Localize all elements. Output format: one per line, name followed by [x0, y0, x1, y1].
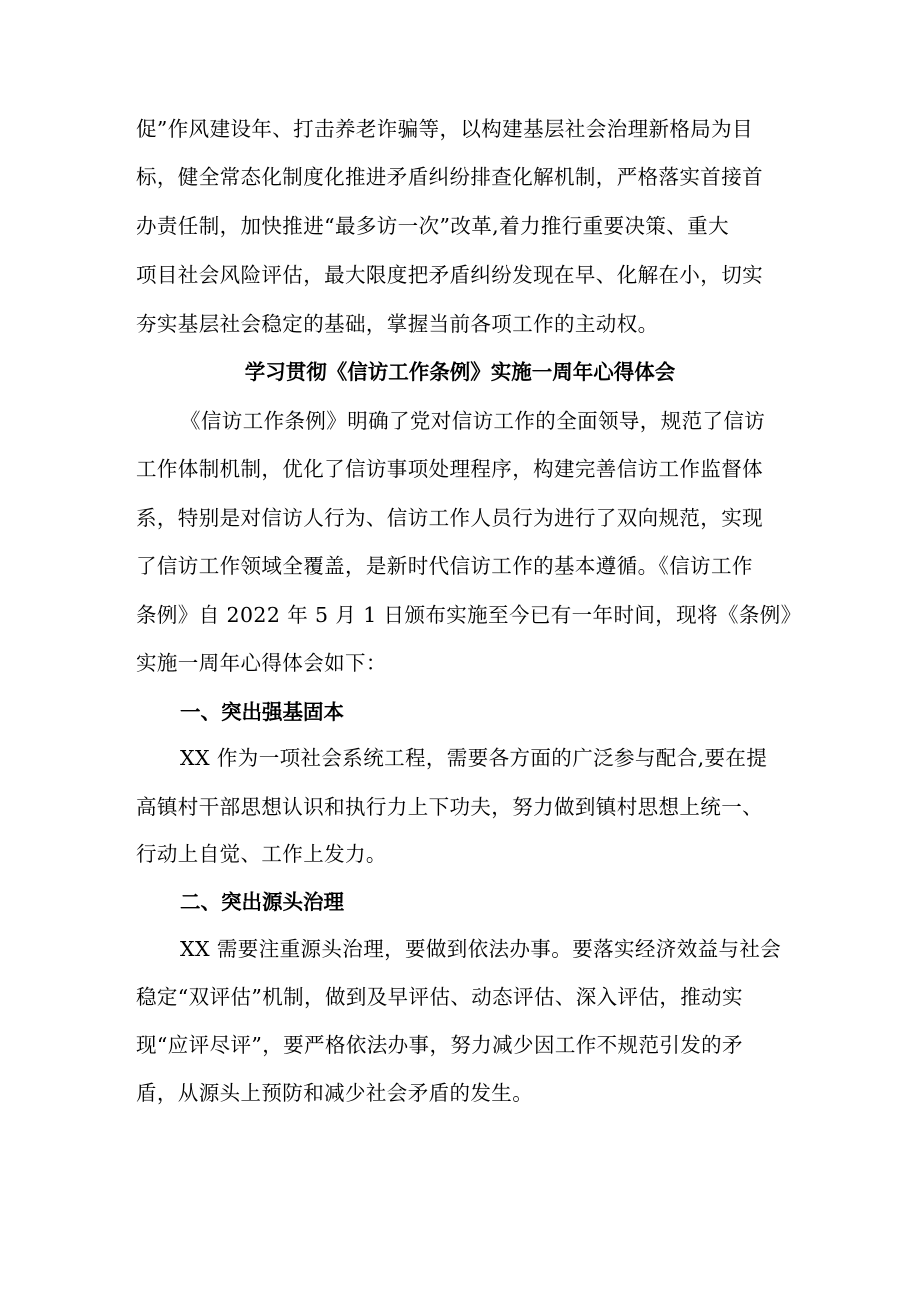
paragraph-line: 盾，从源头上预防和减少社会矛盾的发生。: [136, 1081, 534, 1105]
paragraph-line: 了信访工作领域全覆盖，是新时代信访工作的基本遵循。《信访工作: [136, 554, 753, 578]
paragraph-line: 现“应评尽评”，要严格依法办事，努力减少因工作不规范引发的矛: [136, 1033, 743, 1057]
paragraph-line: XX 作为一项社会系统工程，需要各方面的广泛参与配合,要在提: [180, 746, 768, 770]
paragraph-line: 项目社会风险评估，最大限度把矛盾纠纷发现在早、化解在小，切实: [136, 263, 763, 287]
paragraph-line: 稳定“双评估”机制，做到及早评估、动态评估、深入评估，推动实: [136, 985, 743, 1009]
section-heading: 一、突出强基固本: [180, 700, 344, 724]
section-heading: 二、突出源头治理: [180, 890, 344, 914]
paragraph-line: 系，特别是对信访人行为、信访工作人员行为进行了双向规范，实现: [136, 506, 763, 530]
paragraph-line: 标，健全常态化制度化推进矛盾纠纷排查化解机制，严格落实首接首: [136, 165, 763, 189]
paragraph-line: 条例》自 2022 年 5 月 1 日颁布实施至今已有一年时间，现将《条例》: [136, 603, 802, 627]
paragraph-line: 行动上自觉、工作上发力。: [136, 842, 387, 866]
paragraph-line: 《信访工作条例》明确了党对信访工作的全面领导，规范了信访: [180, 409, 766, 433]
paragraph-line: 夯实基层社会稳定的基础，掌握当前各项工作的主动权。: [136, 312, 659, 336]
paragraph-line: XX 需要注重源头治理，要做到依法办事。要落实经济效益与社会: [180, 937, 782, 961]
document-title: 学习贯彻《信访工作条例》实施一周年心得体会: [244, 360, 676, 384]
paragraph-line: 工作体制机制，优化了信访事项处理程序，构建完善信访工作监督体: [136, 457, 763, 481]
paragraph-line: 实施一周年心得体会如下：: [136, 651, 387, 675]
paragraph-line: 促”作风建设年、打击养老诈骗等，以构建基层社会治理新格局为目: [136, 117, 753, 141]
paragraph-line: 办责任制，加快推进“最多访一次”改革,着力推行重要决策、重大: [136, 214, 729, 238]
paragraph-line: 高镇村干部思想认识和执行力上下功夫，努力做到镇村思想上统一、: [136, 795, 763, 819]
